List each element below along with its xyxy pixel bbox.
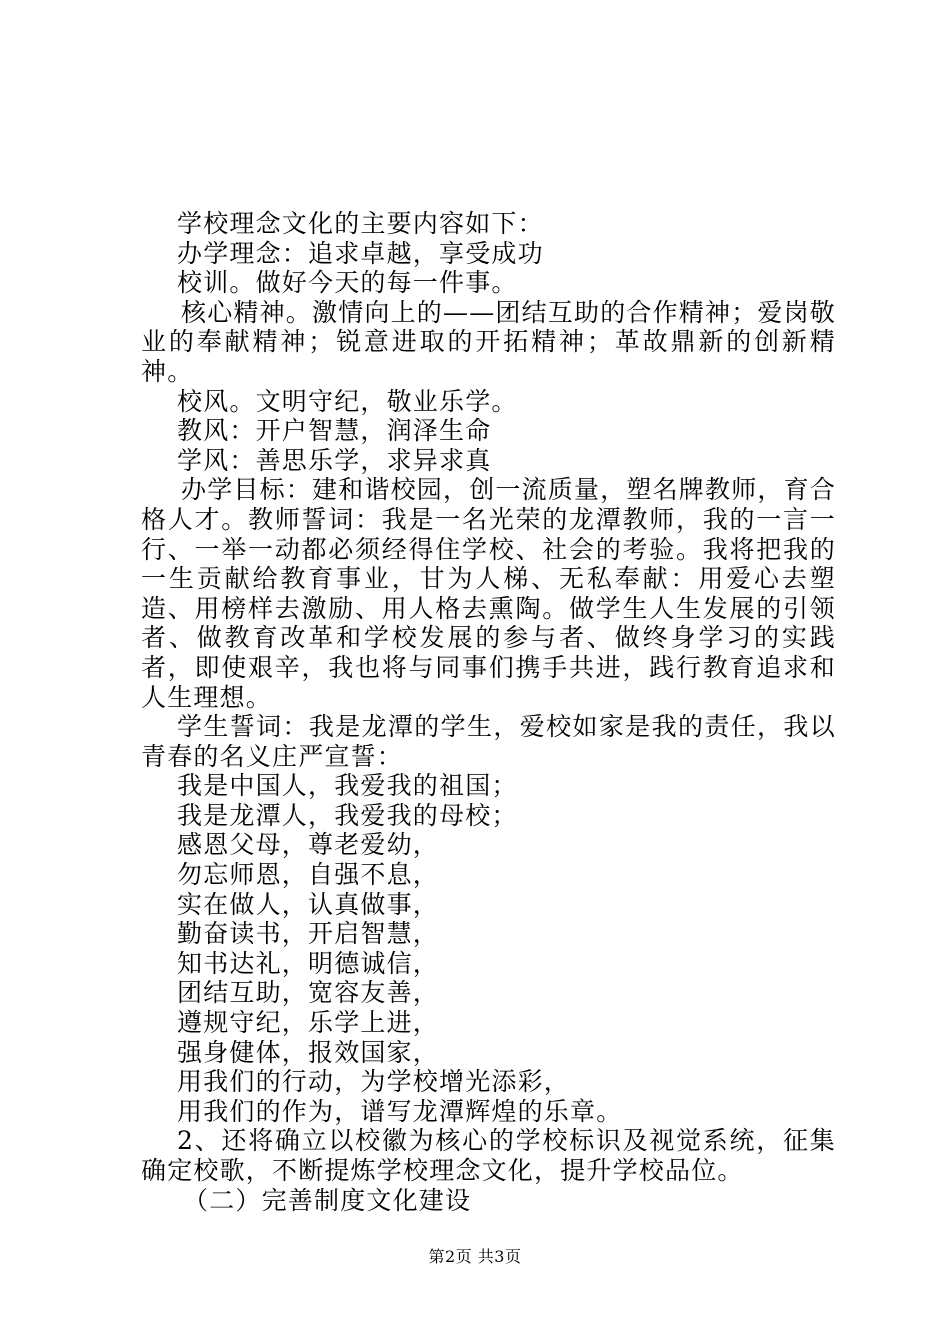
paragraph: 学生誓词：我是龙潭的学生，爱校如家是我的责任，我以青春的名义庄严宣誓： xyxy=(141,712,836,771)
section-heading: （二）完善制度文化建设 xyxy=(183,1185,472,1215)
oath-line: 团结互助，宽容友善， xyxy=(177,978,440,1008)
oath-line: 强身健体，报效国家， xyxy=(177,1037,440,1067)
paragraph: 校训。做好今天的每一件事。 xyxy=(177,268,518,298)
oath-line: 勤奋读书，开启智慧， xyxy=(177,919,440,949)
oath-line: 用我们的作为，谱写龙潭辉煌的乐章。 xyxy=(177,1096,623,1126)
paragraph: 校风。文明守纪，敬业乐学。 xyxy=(177,386,518,416)
document-body xyxy=(141,209,836,1215)
oath-line: 感恩父母，尊老爱幼， xyxy=(177,830,440,860)
paragraph: 核心精神。激情向上的——团结互助的合作精神；爱岗敬业的奉献精神；锐意进取的开拓精神；革故鼎新的创新精神。 xyxy=(141,297,837,386)
oath-line: 遵规守纪，乐学上进， xyxy=(177,1008,440,1038)
paragraph: 办学理念：追求卓越，享受成功 xyxy=(177,238,544,268)
oath-line: 我是中国人，我爱我的祖国； xyxy=(177,771,518,801)
paragraph: 2、还将确立以校徽为核心的学校标识及视觉系统，征集确定校歌，不断提炼学校理念文化，提升学校品位。 xyxy=(141,1126,836,1185)
paragraph: 办学目标：建和谐校园，创一流质量，塑名牌教师，育合格人才。教师誓词：我是一名光荣的龙潭教师，我的一言一行、一举一动都必须经得住学校、社会的考验。我将把我的一生贡献给教育事业，甘为人梯、无私奉献：用爱心去塑造、用榜样去激励、用人格去熏陶。做学生人生发展的引领者、做教育改革和学校发展的参与者、做终身学习的实践者，即使艰辛，我也将与同事们携手共进，践行教育追求和人生理想。 xyxy=(141,475,837,712)
oath-line: 用我们的行动，为学校增光添彩， xyxy=(177,1067,571,1097)
oath-line: 实在做人，认真做事， xyxy=(177,889,440,919)
paragraph: 教风：开户智慧，润泽生命 xyxy=(177,416,492,446)
oath-line: 勿忘师恩，自强不息， xyxy=(177,860,440,890)
paragraph: 学风：善思乐学，求异求真 xyxy=(177,445,492,475)
page-number-footer: 第2页 共3页 xyxy=(428,1247,522,1266)
paragraph: 学校理念文化的主要内容如下： xyxy=(177,209,544,238)
oath-line: 知书达礼，明德诚信， xyxy=(177,948,440,978)
oath-line: 我是龙潭人，我爱我的母校； xyxy=(177,800,518,830)
